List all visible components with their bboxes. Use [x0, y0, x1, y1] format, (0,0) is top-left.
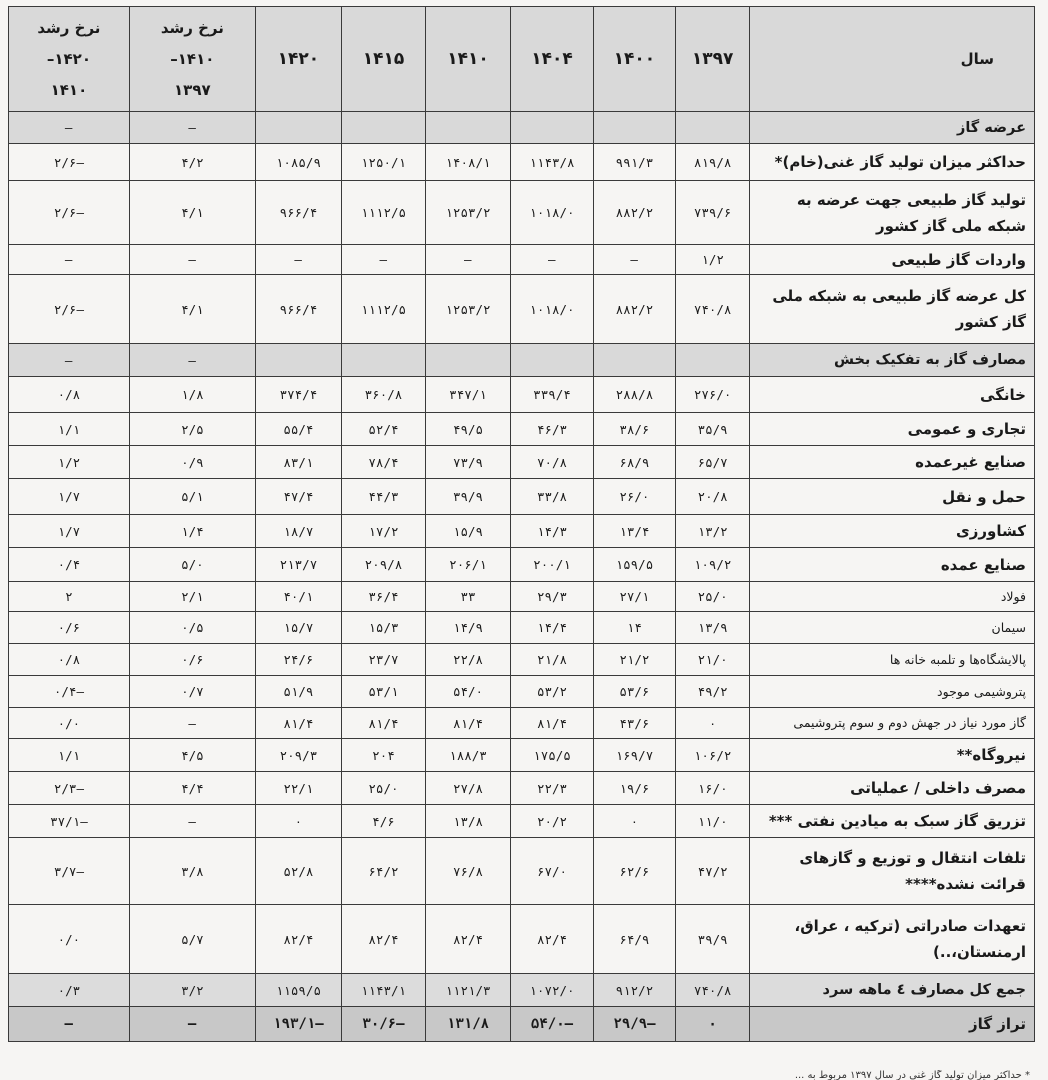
- value-cell: ۲۹/۳: [511, 582, 594, 612]
- value-cell: ۲۰۶/۱: [425, 548, 510, 582]
- value-cell: [511, 344, 594, 377]
- value-cell: ۶۸/۹: [593, 446, 675, 479]
- value-cell: ۷۸/۴: [341, 446, 425, 479]
- value-cell: ۳۹/۹: [425, 479, 510, 515]
- value-cell: ۹۱۲/۲: [593, 974, 675, 1007]
- value-cell: ۲۱/۰: [675, 644, 750, 676]
- growth-rate-cell: ۱/۸: [129, 377, 255, 413]
- row-label: واردات گاز طبیعی: [750, 245, 1035, 275]
- value-cell: ۱۶۹/۷: [593, 739, 675, 772]
- value-cell: ۵۵/۴: [255, 413, 341, 446]
- year-1420: ۱۴۲۰: [255, 7, 341, 112]
- year-1410: ۱۴۱۰: [425, 7, 510, 112]
- row-label: مصارف گاز به تفکیک بخش: [750, 344, 1035, 377]
- value-cell: ۱۴: [593, 612, 675, 644]
- value-cell: ۵۱/۹: [255, 676, 341, 708]
- value-cell: ۸۲/۴: [255, 905, 341, 974]
- value-cell: ۱۰۸۵/۹: [255, 144, 341, 181]
- table-row: [9, 905, 1035, 974]
- value-cell: ۸۲/۴: [341, 905, 425, 974]
- value-cell: –۵۴/۰: [511, 1007, 594, 1042]
- value-cell: [675, 112, 750, 144]
- table-row: [9, 772, 1035, 805]
- value-cell: ۹۶۶/۴: [255, 275, 341, 344]
- row-label: تجاری و عمومی: [750, 413, 1035, 446]
- value-cell: ۶۴/۲: [341, 838, 425, 905]
- growth-rate-cell: –: [9, 245, 130, 275]
- value-cell: ۸۲/۴: [511, 905, 594, 974]
- value-cell: ۱۱۴۳/۱: [341, 974, 425, 1007]
- value-cell: –۱۹۳/۱: [255, 1007, 341, 1042]
- row-label: کل عرضه گاز طبیعی به شبکه ملی گاز کشور: [750, 275, 1035, 344]
- growth-rate-1410-1420-header: [9, 7, 130, 112]
- value-cell: ۱۰۱۸/۰: [511, 181, 594, 245]
- table-row: [9, 548, 1035, 582]
- value-cell: ۱۱۴۳/۸: [511, 144, 594, 181]
- value-cell: ۲۲/۸: [425, 644, 510, 676]
- value-cell: ۱۱۲۱/۳: [425, 974, 510, 1007]
- value-cell: ۲۷/۸: [425, 772, 510, 805]
- row-label: فولاد: [750, 582, 1035, 612]
- rate2-line1: نرخ رشد: [37, 18, 101, 37]
- growth-rate-cell: ۴/۱: [129, 181, 255, 245]
- growth-rate-cell: ۱/۷: [9, 515, 130, 548]
- value-cell: ۰: [675, 1007, 750, 1042]
- value-cell: ۱۱/۰: [675, 805, 750, 838]
- growth-rate-cell: ۰/۹: [129, 446, 255, 479]
- value-cell: ۳۳۹/۴: [511, 377, 594, 413]
- row-label: تلفات انتقال و توزیع و گازهای قرائت نشده****: [750, 838, 1035, 905]
- value-cell: ۰: [255, 805, 341, 838]
- value-cell: ۱۰۹/۲: [675, 548, 750, 582]
- value-cell: [425, 344, 510, 377]
- value-cell: ۳۶/۴: [341, 582, 425, 612]
- table-row: [9, 245, 1035, 275]
- value-cell: ۱۲۵۰/۱: [341, 144, 425, 181]
- value-cell: ۲۶/۰: [593, 479, 675, 515]
- value-cell: ۷۴۰/۸: [675, 974, 750, 1007]
- table-body: [9, 112, 1035, 1042]
- table-row: [9, 377, 1035, 413]
- value-cell: ۲۵/۰: [341, 772, 425, 805]
- value-cell: [593, 344, 675, 377]
- year-1400: ۱۴۰۰: [593, 7, 675, 112]
- value-cell: ۱۴/۳: [511, 515, 594, 548]
- row-label: خانگی: [750, 377, 1035, 413]
- value-cell: ۱۵۹/۵: [593, 548, 675, 582]
- growth-rate-cell: ۰/۷: [129, 676, 255, 708]
- value-cell: ۸۸۲/۲: [593, 275, 675, 344]
- value-cell: ۱۴/۴: [511, 612, 594, 644]
- value-cell: ۹۹۱/۳: [593, 144, 675, 181]
- growth-rate-cell: –۲/۶: [9, 275, 130, 344]
- value-cell: ۱۳/۲: [675, 515, 750, 548]
- growth-rate-cell: –: [9, 344, 130, 377]
- growth-rate-cell: ۰/۰: [9, 905, 130, 974]
- value-cell: ۵۳/۲: [511, 676, 594, 708]
- value-cell: ۳۶۰/۸: [341, 377, 425, 413]
- growth-rate-cell: ۰/۸: [9, 377, 130, 413]
- growth-rate-cell: ۱/۴: [129, 515, 255, 548]
- value-cell: ۳۵/۹: [675, 413, 750, 446]
- value-cell: ۳۹/۹: [675, 905, 750, 974]
- row-label: تولید گاز طبیعی جهت عرضه به شبکه ملی گاز کشور: [750, 181, 1035, 245]
- table-row: [9, 612, 1035, 644]
- year-header-label: سال: [750, 7, 1035, 112]
- growth-rate-cell: ۳/۸: [129, 838, 255, 905]
- year-1415: ۱۴۱۵: [341, 7, 425, 112]
- growth-rate-cell: –: [129, 1007, 255, 1042]
- value-cell: ۱۱۱۲/۵: [341, 181, 425, 245]
- value-cell: ۸۳/۱: [255, 446, 341, 479]
- growth-rate-cell: ۴/۱: [129, 275, 255, 344]
- value-cell: [425, 112, 510, 144]
- value-cell: ۴۰/۱: [255, 582, 341, 612]
- table-row: [9, 181, 1035, 245]
- value-cell: ۱۵/۳: [341, 612, 425, 644]
- table-row: [9, 112, 1035, 144]
- value-cell: ۲۰۰/۱: [511, 548, 594, 582]
- row-label: سیمان: [750, 612, 1035, 644]
- growth-rate-cell: –: [129, 708, 255, 739]
- growth-rate-cell: –۰/۴: [9, 676, 130, 708]
- table-row: [9, 644, 1035, 676]
- value-cell: ۳۷۴/۴: [255, 377, 341, 413]
- value-cell: [341, 112, 425, 144]
- value-cell: ۲۰۹/۸: [341, 548, 425, 582]
- value-cell: ۱۳/۴: [593, 515, 675, 548]
- value-cell: ۶۷/۰: [511, 838, 594, 905]
- value-cell: ۸۱۹/۸: [675, 144, 750, 181]
- value-cell: ۱۹/۶: [593, 772, 675, 805]
- value-cell: [593, 112, 675, 144]
- value-cell: ۱۴/۹: [425, 612, 510, 644]
- growth-rate-cell: ۱/۲: [9, 446, 130, 479]
- value-cell: ۴۳/۶: [593, 708, 675, 739]
- value-cell: ۸۱/۴: [511, 708, 594, 739]
- growth-rate-cell: ۰/۶: [9, 612, 130, 644]
- value-cell: ۷۰/۸: [511, 446, 594, 479]
- value-cell: ۱۶/۰: [675, 772, 750, 805]
- value-cell: ۲۱۳/۷: [255, 548, 341, 582]
- value-cell: ۹۶۶/۴: [255, 181, 341, 245]
- value-cell: ۳۸/۶: [593, 413, 675, 446]
- value-cell: ۱۷/۲: [341, 515, 425, 548]
- growth-rate-cell: ۲: [9, 582, 130, 612]
- growth-rate-cell: ۱/۷: [9, 479, 130, 515]
- value-cell: –: [511, 245, 594, 275]
- value-cell: ۶۲/۶: [593, 838, 675, 905]
- value-cell: ۷۳/۹: [425, 446, 510, 479]
- value-cell: ۴/۶: [341, 805, 425, 838]
- row-label: مصرف داخلی / عملیاتی: [750, 772, 1035, 805]
- value-cell: ۲۲/۱: [255, 772, 341, 805]
- value-cell: ۱۱۱۲/۵: [341, 275, 425, 344]
- value-cell: ۲۰/۲: [511, 805, 594, 838]
- table-row: [9, 413, 1035, 446]
- value-cell: –: [425, 245, 510, 275]
- growth-rate-cell: –: [9, 1007, 130, 1042]
- table-row: [9, 515, 1035, 548]
- value-cell: ۲۰۴: [341, 739, 425, 772]
- growth-rate-cell: –: [129, 245, 255, 275]
- row-label: صنایع غیرعمده: [750, 446, 1035, 479]
- table-row: [9, 974, 1035, 1007]
- value-cell: ۵۲/۸: [255, 838, 341, 905]
- value-cell: ۳۴۷/۱: [425, 377, 510, 413]
- growth-rate-cell: –: [129, 805, 255, 838]
- value-cell: [255, 344, 341, 377]
- value-cell: [341, 344, 425, 377]
- value-cell: ۱۲۵۳/۲: [425, 181, 510, 245]
- value-cell: ۶۴/۹: [593, 905, 675, 974]
- value-cell: ۱۲۵۳/۲: [425, 275, 510, 344]
- value-cell: –: [341, 245, 425, 275]
- footnote: * حداکثر میزان تولید گاز غنی در سال ۱۳۹۷ مربوط به ...: [794, 1070, 1030, 1080]
- growth-rate-cell: –۲/۳: [9, 772, 130, 805]
- value-cell: ۴۹/۲: [675, 676, 750, 708]
- value-cell: ۴۷/۴: [255, 479, 341, 515]
- growth-rate-cell: –۲/۶: [9, 181, 130, 245]
- table-row: [9, 739, 1035, 772]
- growth-rate-cell: ۰/۳: [9, 974, 130, 1007]
- value-cell: –۲۹/۹: [593, 1007, 675, 1042]
- value-cell: ۵۲/۴: [341, 413, 425, 446]
- growth-rate-cell: ۱/۱: [9, 739, 130, 772]
- row-label: حمل و نقل: [750, 479, 1035, 515]
- row-label: عرضه گاز: [750, 112, 1035, 144]
- value-cell: –: [255, 245, 341, 275]
- row-label: گاز مورد نیاز در جهش دوم و سوم پتروشیمی: [750, 708, 1035, 739]
- value-cell: ۲۴/۶: [255, 644, 341, 676]
- row-label: تزریق گاز سبک به میادین نفتی ***: [750, 805, 1035, 838]
- value-cell: ۴۴/۳: [341, 479, 425, 515]
- value-cell: ۲۷/۱: [593, 582, 675, 612]
- value-cell: ۱۳۱/۸: [425, 1007, 510, 1042]
- growth-rate-cell: ۴/۴: [129, 772, 255, 805]
- growth-rate-cell: ۴/۵: [129, 739, 255, 772]
- value-cell: ۲۰/۸: [675, 479, 750, 515]
- table-row: [9, 446, 1035, 479]
- growth-rate-cell: ۵/۱: [129, 479, 255, 515]
- row-label: کشاورزی: [750, 515, 1035, 548]
- gas-balance-table: [8, 6, 1035, 1042]
- growth-rate-cell: –: [9, 112, 130, 144]
- growth-rate-cell: ۰/۸: [9, 644, 130, 676]
- row-label: تراز گاز: [750, 1007, 1035, 1042]
- table-row: [9, 275, 1035, 344]
- value-cell: ۷۶/۸: [425, 838, 510, 905]
- value-cell: ۱۴۰۸/۱: [425, 144, 510, 181]
- value-cell: ۵۴/۰: [425, 676, 510, 708]
- value-cell: [255, 112, 341, 144]
- table-row: [9, 144, 1035, 181]
- table-row: [9, 708, 1035, 739]
- growth-rate-cell: ۰/۴: [9, 548, 130, 582]
- value-cell: ۱۸/۷: [255, 515, 341, 548]
- table-row: [9, 676, 1035, 708]
- value-cell: ۴۹/۵: [425, 413, 510, 446]
- value-cell: ۲۱/۲: [593, 644, 675, 676]
- value-cell: ۱۸۸/۳: [425, 739, 510, 772]
- growth-rate-cell: –۳/۷: [9, 838, 130, 905]
- value-cell: ۲۲/۳: [511, 772, 594, 805]
- value-cell: ۲۵/۰: [675, 582, 750, 612]
- growth-rate-cell: ۰/۵: [129, 612, 255, 644]
- value-cell: [675, 344, 750, 377]
- table-row: [9, 582, 1035, 612]
- value-cell: ۰: [593, 805, 675, 838]
- value-cell: ۱۵/۷: [255, 612, 341, 644]
- row-label: جمع کل مصارف ٤ ماهه سرد: [750, 974, 1035, 1007]
- value-cell: ۱۰۷۲/۰: [511, 974, 594, 1007]
- value-cell: ۱۳/۸: [425, 805, 510, 838]
- value-cell: –: [593, 245, 675, 275]
- rate2-line3: ۱۴۱۰: [50, 80, 88, 99]
- year-1404: ۱۴۰۴: [511, 7, 594, 112]
- table-row: [9, 479, 1035, 515]
- row-label: تعهدات صادراتی (ترکیه ، عراق، ارمنستان،..): [750, 905, 1035, 974]
- value-cell: ۴۶/۳: [511, 413, 594, 446]
- value-cell: ۸۸۲/۲: [593, 181, 675, 245]
- rate1-line3: ۱۳۹۷: [174, 80, 211, 99]
- growth-rate-cell: –: [129, 112, 255, 144]
- value-cell: ۱۰۶/۲: [675, 739, 750, 772]
- growth-rate-cell: ۲/۱: [129, 582, 255, 612]
- growth-rate-cell: ۲/۵: [129, 413, 255, 446]
- value-cell: ۵۳/۱: [341, 676, 425, 708]
- value-cell: ۸۲/۴: [425, 905, 510, 974]
- growth-rate-cell: –: [129, 344, 255, 377]
- value-cell: ۲۷۶/۰: [675, 377, 750, 413]
- table-row: [9, 838, 1035, 905]
- value-cell: ۸۱/۴: [341, 708, 425, 739]
- row-label: صنایع عمده: [750, 548, 1035, 582]
- value-cell: ۸۱/۴: [425, 708, 510, 739]
- value-cell: ۲۰۹/۳: [255, 739, 341, 772]
- growth-rate-cell: –۳۷/۱: [9, 805, 130, 838]
- value-cell: [511, 112, 594, 144]
- row-label: نیروگاه**: [750, 739, 1035, 772]
- growth-rate-cell: ۰/۰: [9, 708, 130, 739]
- value-cell: ۲۱/۸: [511, 644, 594, 676]
- header-row: [9, 7, 1035, 112]
- rate2-line2: ۱۴۲۰–: [46, 49, 91, 68]
- value-cell: ۴۷/۲: [675, 838, 750, 905]
- value-cell: ۷۴۰/۸: [675, 275, 750, 344]
- growth-rate-cell: ۱/۱: [9, 413, 130, 446]
- value-cell: ۸۱/۴: [255, 708, 341, 739]
- value-cell: ۱۰۱۸/۰: [511, 275, 594, 344]
- value-cell: ۳۳/۸: [511, 479, 594, 515]
- rate1-line2: ۱۴۱۰–: [170, 49, 215, 68]
- value-cell: ۷۳۹/۶: [675, 181, 750, 245]
- rate1-line1: نرخ رشد: [160, 18, 224, 37]
- row-label: حداکثر میزان تولید گاز غنی(خام)*: [750, 144, 1035, 181]
- value-cell: ۱۳/۹: [675, 612, 750, 644]
- value-cell: ۱/۲: [675, 245, 750, 275]
- growth-rate-cell: ۴/۲: [129, 144, 255, 181]
- growth-rate-cell: ۵/۷: [129, 905, 255, 974]
- growth-rate-1397-1410-header: [129, 7, 255, 112]
- year-1397: ۱۳۹۷: [675, 7, 750, 112]
- table-row: [9, 344, 1035, 377]
- value-cell: ۱۷۵/۵: [511, 739, 594, 772]
- row-label: پتروشیمی موجود: [750, 676, 1035, 708]
- value-cell: ۵۳/۶: [593, 676, 675, 708]
- table-row: [9, 805, 1035, 838]
- table-row: [9, 1007, 1035, 1042]
- row-label: پالایشگاه‌ها و تلمبه خانه ها: [750, 644, 1035, 676]
- value-cell: ۲۸۸/۸: [593, 377, 675, 413]
- value-cell: ۰: [675, 708, 750, 739]
- value-cell: ۶۵/۷: [675, 446, 750, 479]
- value-cell: ۱۵/۹: [425, 515, 510, 548]
- value-cell: ۱۱۵۹/۵: [255, 974, 341, 1007]
- growth-rate-cell: –۲/۶: [9, 144, 130, 181]
- value-cell: –۳۰/۶: [341, 1007, 425, 1042]
- value-cell: ۲۳/۷: [341, 644, 425, 676]
- growth-rate-cell: ۵/۰: [129, 548, 255, 582]
- growth-rate-cell: ۰/۶: [129, 644, 255, 676]
- growth-rate-cell: ۳/۲: [129, 974, 255, 1007]
- value-cell: ۳۳: [425, 582, 510, 612]
